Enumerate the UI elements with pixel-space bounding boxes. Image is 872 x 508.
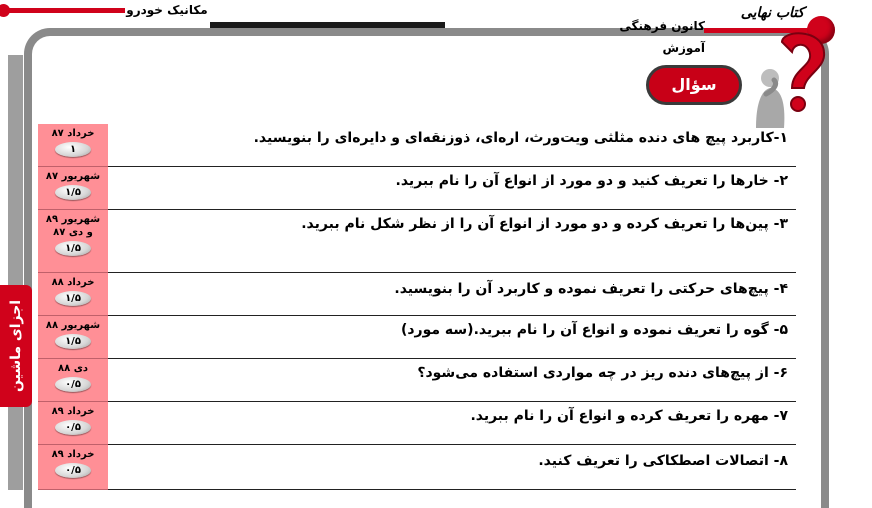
- score-value: ۰/۵: [55, 420, 91, 435]
- question-badge: سؤال: [646, 65, 742, 105]
- exam-date: خرداد ۸۹: [51, 406, 95, 417]
- score-cell: [38, 445, 108, 490]
- score-cell: [38, 316, 108, 359]
- score-cell: [38, 273, 108, 316]
- question-text: ۷- مهره را تعریف کرده و انواع آن را نام ببرید.: [470, 408, 788, 424]
- question-row: [108, 210, 796, 273]
- question-row: [108, 316, 796, 359]
- score-value: ۱/۵: [55, 185, 91, 200]
- score-cell: [38, 210, 108, 273]
- exam-date: خرداد ۸۸: [51, 277, 95, 288]
- score-cell: [38, 167, 108, 210]
- score-cell: [38, 402, 108, 445]
- score-cell: [38, 124, 108, 167]
- question-row: [108, 124, 796, 167]
- question-text: ۴- پیچ‌های حرکتی را تعریف نموده و کاربرد آن را بنویسید.: [394, 281, 788, 297]
- score-value: ۱/۵: [55, 241, 91, 256]
- question-row: [108, 445, 796, 490]
- exam-date: شهریور ۸۸: [45, 320, 101, 331]
- brand-logo: کتاب‌ نهایی: [740, 5, 805, 21]
- exam-date: خرداد ۸۹: [51, 449, 95, 460]
- subject-title: مکانیک خودرو: [126, 3, 208, 17]
- header-accent-bar: [0, 8, 125, 13]
- question-row: [108, 359, 796, 402]
- exam-date: خرداد ۸۷: [51, 128, 95, 139]
- question-text: ۱-کاربرد پیچ های دنده مثلثی ویت‌ورث، اره‌ای، ذوزنقه‌ای و دایره‌ای را بنویسید.: [253, 130, 788, 146]
- exam-date: دی ۸۸: [58, 363, 88, 374]
- question-row: [108, 167, 796, 210]
- question-row: [108, 273, 796, 316]
- exam-date-secondary: و دی ۸۷: [53, 227, 93, 238]
- side-strip: [8, 55, 23, 490]
- score-value: ۰/۵: [55, 463, 91, 478]
- score-value: ۱/۵: [55, 334, 91, 349]
- thinking-figure-icon: [740, 30, 830, 130]
- exam-date: شهریور ۸۷: [45, 171, 101, 182]
- section-tab-label: اجزای ماشین: [8, 299, 24, 393]
- publisher-name: کانون فرهنگی آموزش: [619, 19, 705, 55]
- score-value: ۱: [55, 142, 91, 157]
- score-value: ۰/۵: [55, 377, 91, 392]
- question-text: ۳- پین‌ها را تعریف کرده و دو مورد از انواع آن را از نظر شکل نام ببرید.: [301, 216, 788, 232]
- exam-date: شهریور ۸۹: [45, 214, 101, 225]
- question-row: [108, 402, 796, 445]
- score-cell: [38, 359, 108, 402]
- question-text: ۸- اتصالات اصطکاکی را تعریف کنید.: [538, 453, 788, 469]
- question-text: ۵- گوه را تعریف نموده و انواع آن را نام ببرید.(سه مورد): [400, 322, 788, 338]
- question-text: ۶- از پیچ‌های دنده ریز در چه مواردی استفاده می‌شود؟: [417, 365, 788, 381]
- score-value: ۱/۵: [55, 291, 91, 306]
- question-text: ۲- خارها را تعریف کنید و دو مورد از انواع آن را نام ببرید.: [395, 173, 788, 189]
